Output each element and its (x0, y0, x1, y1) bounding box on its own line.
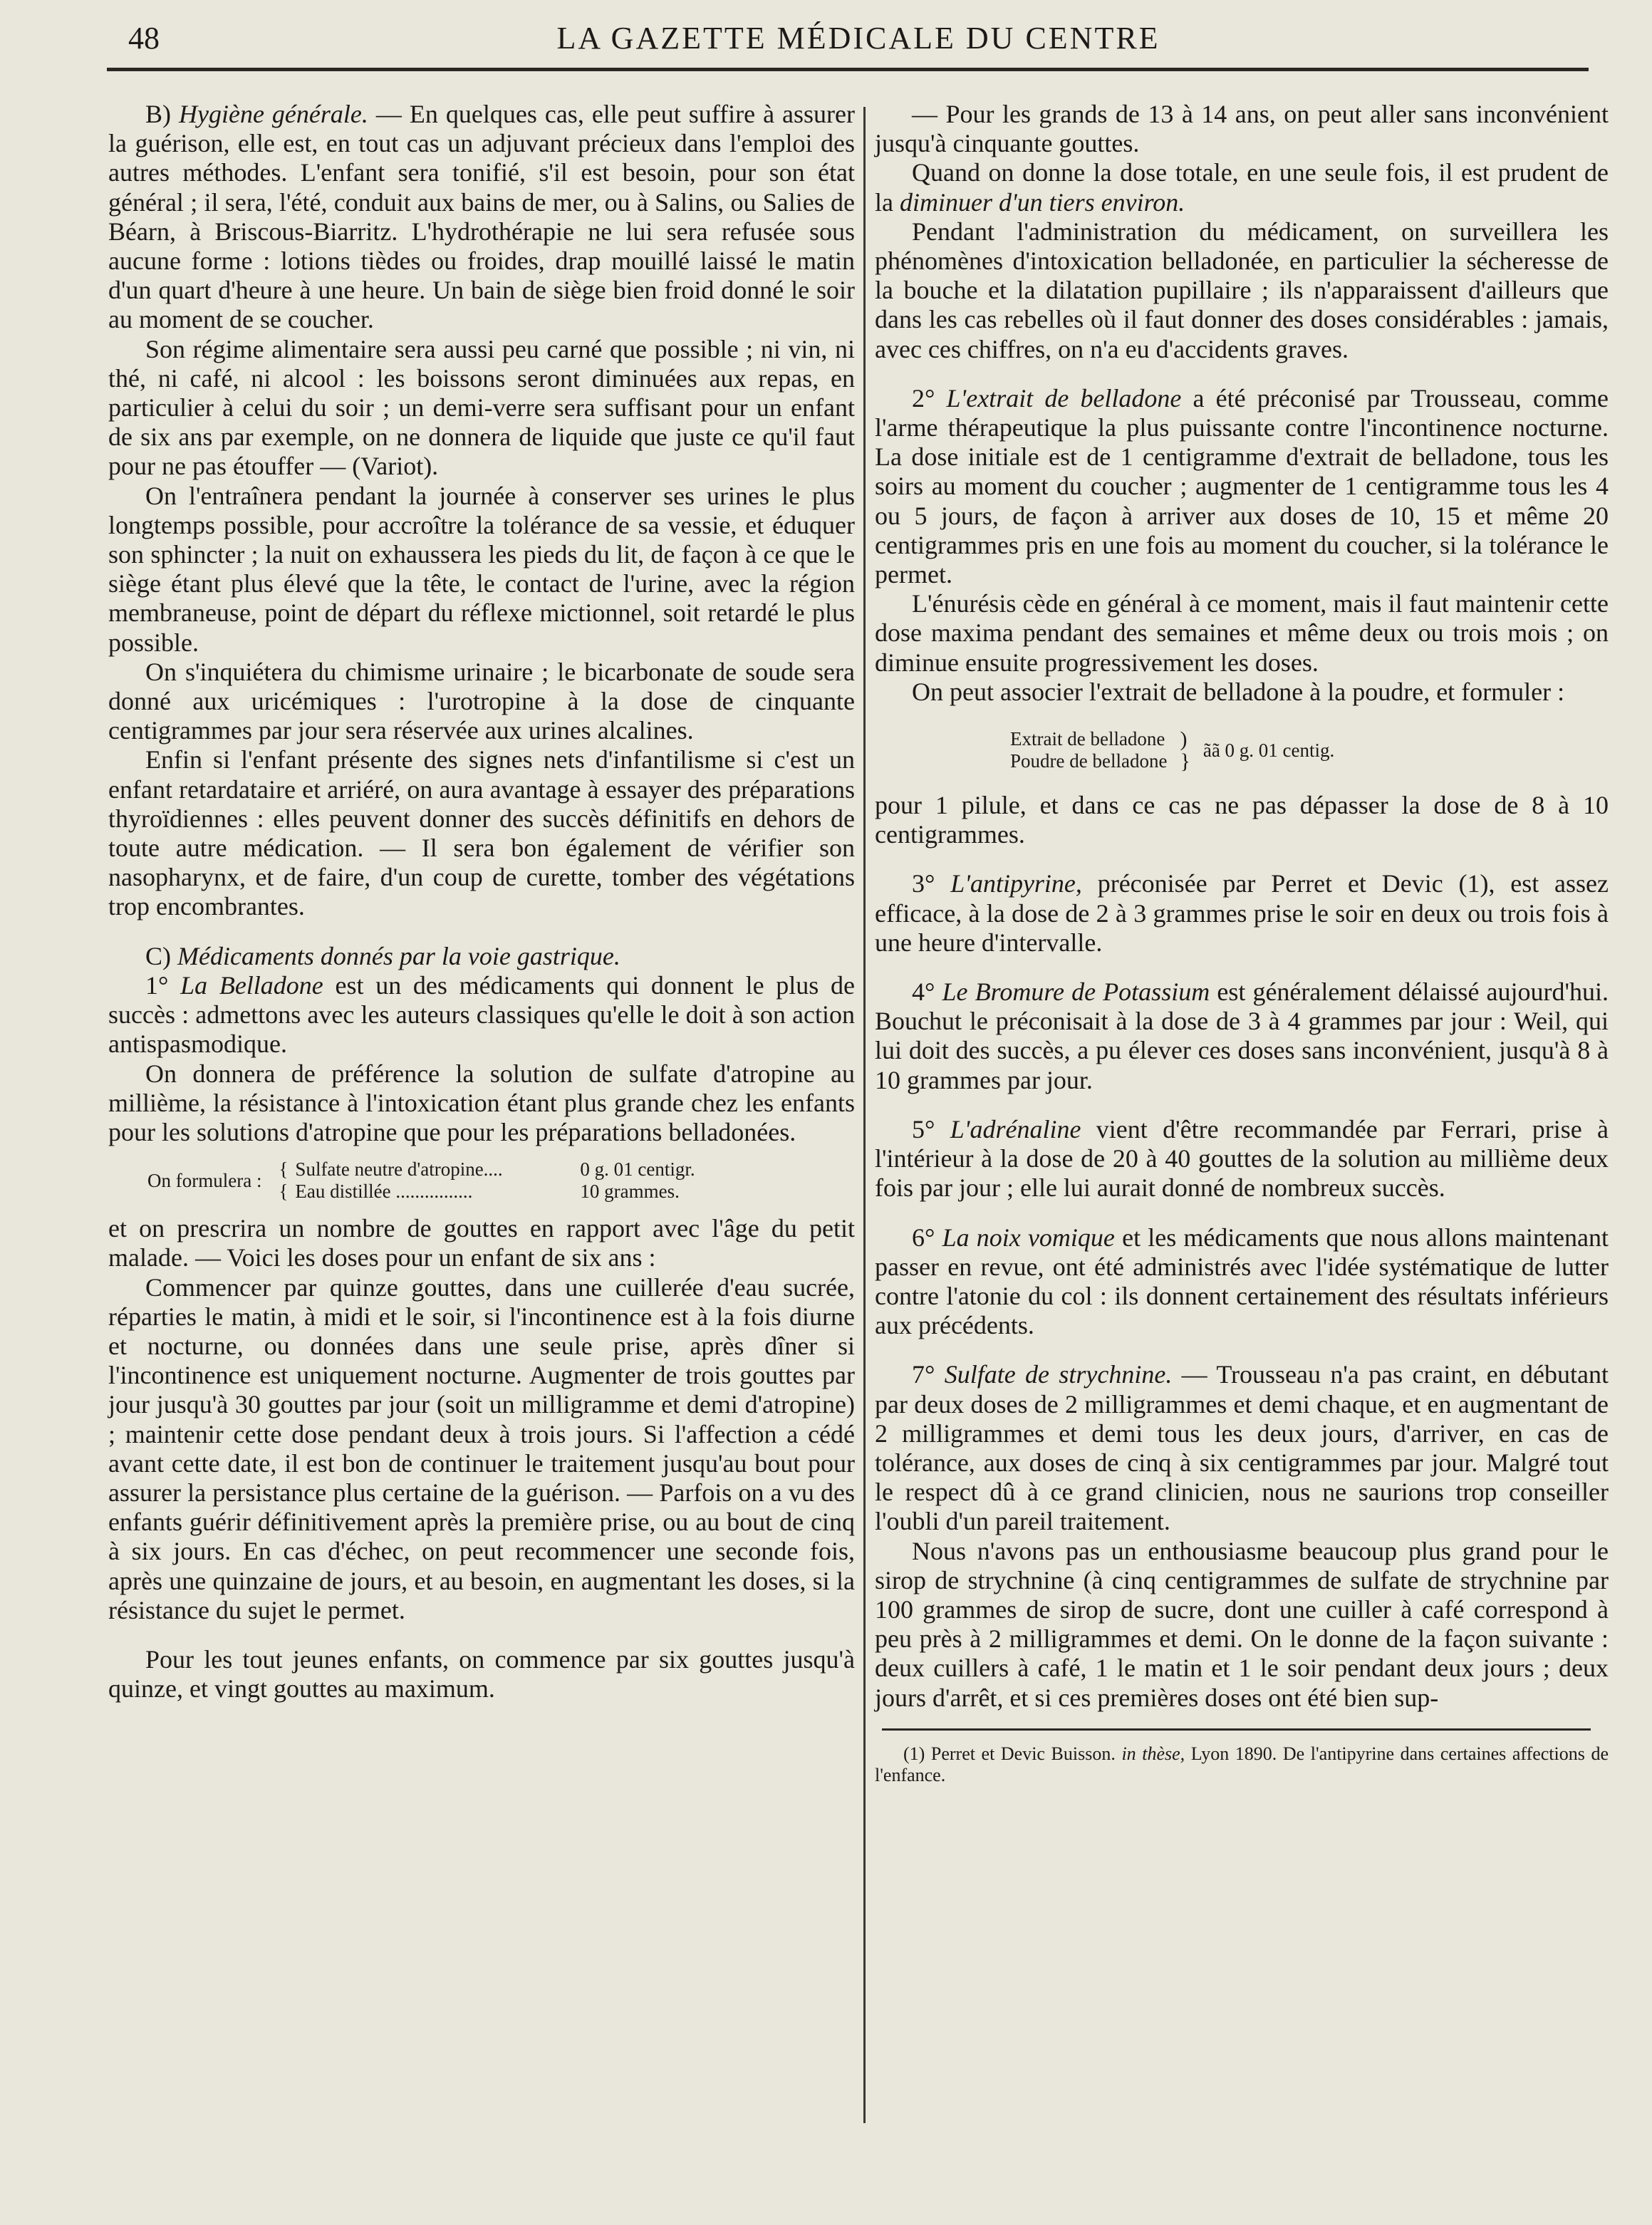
formula-substance: Eau distillée ................ (295, 1181, 473, 1203)
formula-amount: 0 g. 01 centigr. (580, 1158, 695, 1181)
item-title-strychnine: Sulfate de strychnine. (944, 1360, 1173, 1389)
paragraph-training: On l'entraînera pendant la journée à conserver ses urines le plus longtemps possible, pour accroître la tolérance de sa vessie, et éduquer son sphincter ; la nuit on exhaussera les pieds du lit, de façon à ce que le siège étant plus élevé que la tête, le contact de l'urine, avec la région membraneuse, point de départ du réflexe mictionnel, soit retardé le plus possible. (108, 481, 855, 657)
paragraph-belladone (108, 971, 855, 1059)
left-column (108, 100, 855, 1703)
formula-lines (1010, 728, 1167, 772)
item-title-extract: L'extrait de belladone (946, 383, 1182, 413)
formula-brace-top: ) (1180, 727, 1188, 752)
paragraph-dosage: Commencer par quinze gouttes, dans une cuillerée d'eau sucrée, réparties le matin, à midi et le soir, si l'incontinence est à la fois diurne et nocturne, ou données dans une seule prise, après dîner si l'incontinence est uniquement nocturne. Augmenter de trois gouttes par jour jusqu'à 30 gouttes par jour (soit un milligramme et demi d'atropine) ; maintenir cette dose pendant deux à trois jours. Si l'affection a cédé avant cette date, il est bon de continuer le traitement jusqu'au bout pour assurer la persistance plus certaine de la guérison. — Parfois on a vu des enfants guérir définitivement après la première prise, ou au bout de cinq à six jours. En cas d'échec, on peut recommencer une seconde fois, après une quinzaine de jours, et au besoin, en augmentant les doses, si la résistance du sujet le permet. (108, 1272, 855, 1624)
formula-amount: ãã 0 g. 01 centig. (1202, 739, 1335, 761)
paragraph-monitoring: Pendant l'administration du médicament, on surveillera les phénomènes d'intoxication belladonée, en particulier la sécheresse de la bouche et la dilatation pupillaire ; ils n'apparaissent d'ailleurs que dans les cas rebelles où il faut donner des doses considérables : jamais, avec ces chiffres, on n'a eu d'accidents graves. (875, 217, 1609, 363)
formula-substance: Sulfate neutre d'atropine.... (295, 1158, 503, 1181)
section-title-gastric: Médicaments donnés par la voie gastrique. (177, 941, 620, 970)
emphasis-text: diminuer d'un tiers environ. (899, 187, 1185, 217)
page-header (128, 13, 1589, 63)
paragraph-pill: pour 1 pilule, et dans ce cas ne pas dépasser la dose de 8 à 10 centigrammes. (875, 791, 1609, 849)
paragraph-text: — Trousseau n'a pas craint, en débutant par deux doses de 2 milligrammes et demi chaque, et en augmentant de 2 milligrammes et demi tous les deux jours, d'arriver, en cas de tolérance, aux doses de cinq à six centigrammes par jour. Malgré tout le respect dû à ce grand clinicien, nous ne saurions trop conseiller l'oubli d'un pareil traitement. (875, 1360, 1609, 1536)
footnote-emphasis: in thèse, (1121, 1743, 1185, 1764)
paragraph-chemistry: On s'inquiétera du chimisme urinaire ; le bicarbonate de soude sera donné aux uricémiques : l'urotropine à la dose de cinquante centigrammes par jour sera réservée aux urines alcalines. (108, 657, 855, 745)
section-title-hygiene: Hygiène générale. (179, 100, 368, 128)
footnote-text: Lyon 1890. De l'antipyrine dans certaines affections de l'enfance. (875, 1743, 1609, 1785)
footnote-rule (882, 1728, 1591, 1731)
formula-intro: On formulera : (147, 1169, 262, 1191)
column-divider (863, 107, 866, 2123)
formula-substance: Poudre de belladone (1010, 750, 1168, 772)
header-rule (107, 68, 1589, 71)
paragraph-older-children: — Pour les grands de 13 à 14 ans, on peut aller sans inconvénient jusqu'à cinquante gouttes. (875, 100, 1609, 158)
paragraph-text: et les médicaments que nous allons maintenant passer en revue, ont été administrés avec l'idée systématique de lutter contre l'atonie du col : ils donnent certainement des résultats inférieurs aux précédents. (875, 1223, 1609, 1340)
footnote (875, 1743, 1609, 1786)
formula-line (271, 1158, 695, 1181)
formula-amount: 10 grammes. (580, 1181, 680, 1203)
paragraph-adrenaline (875, 1115, 1609, 1203)
journal-title: LA GAZETTE MÉDICALE DU CENTRE (556, 21, 1160, 56)
paragraph-young-children: Pour les tout jeunes enfants, on commence par six gouttes jusqu'à quinze, et vingt gouttes au maximum. (108, 1644, 855, 1703)
paragraph-text: Quand on donne la dose totale, en une seule fois, il est prudent de la (875, 158, 1609, 217)
prescription-formula-atropine (108, 1158, 855, 1203)
paragraph-strychnine (875, 1360, 1609, 1536)
paragraph-text: — En quelques cas, elle peut suffire à assurer la guérison, elle est, en tout cas un adjuvant précieux dans l'emploi des autres méthodes. L'enfant sera tonifié, s'il est besoin, pour son état général ; il sera, l'été, conduit aux bains de mer, ou à Salins, ou Salies de Béarn, à Briscous-Biarritz. L'hydrothérapie ne lui sera refusée sous aucune forme : lotions tièdes ou froides, drap mouillé laissé le matin d'un quart d'heure à une heure. Un bain de siège bien froid donné le soir au moment de se coucher. (108, 100, 855, 334)
formula-brace-bottom: } (1180, 750, 1190, 774)
paragraph-sirop: Nous n'avons pas un enthousiasme beaucoup plus grand pour le sirop de strychnine (à cinq centigrammes de sulfate de strychnine par 100 grammes de sirop de sucre, dont une cuiller à café correspond à peu près à 2 milligrammes et demi. On le donne de la façon suivante : deux cuillers à café, 1 le matin et 1 le soir pendant deux jours ; deux jours d'arrêt, et si ces premières doses ont été bien sup- (875, 1536, 1609, 1712)
formula-substance: Extrait de belladone (1010, 728, 1165, 750)
formula-line (271, 1181, 695, 1203)
paragraph-associate: On peut associer l'extrait de belladone à la poudre, et formuler : (912, 677, 1565, 706)
paragraph-total-dose (875, 158, 1609, 217)
prescription-formula-belladone (875, 728, 1609, 772)
item-number: 7° (912, 1360, 935, 1389)
item-title-bromure: Le Bromure de Potassium (942, 977, 1210, 1007)
paragraph-noix-vomique (875, 1223, 1609, 1341)
item-number: 5° (912, 1114, 935, 1143)
section-heading-c (108, 942, 855, 971)
item-number: 6° (912, 1223, 935, 1252)
right-column (875, 100, 1609, 1786)
item-title-noix-vomique: La noix vomique (942, 1223, 1115, 1252)
paragraph-text: a été préconisé par Trousseau, comme l'arme thérapeutique la plus puissante contre l'incontinence nocturne. La dose initiale est de 1 centigramme d'extrait de belladone, tous les soirs au moment du coucher ; augmenter de 1 centigramme tous les 4 ou 5 jours, de façon à arriver aux doses de 10, 15 et même 20 centigrammes pris en une fois au moment du coucher, si la tolérance le permet. (875, 383, 1609, 589)
paragraph-infantilism: Enfin si l'enfant présente des signes nets d'infantilisme si c'est un enfant retardataire et arriéré, on aura avantage à essayer des préparations thyroïdiennes : elles peuvent donner des succès définitifs en dehors de toute autre médication. — Il sera bon également de vérifier son nasopharynx, et de faire, d'un coup de curette, tomber des végétations trop encombrantes. (108, 745, 855, 921)
paragraph-enuresis: L'énurésis cède en général à ce moment, mais il faut maintenir cette dose maxima pendant des semaines et même deux ou trois mois ; on diminue ensuite progressivement les doses. (875, 589, 1609, 677)
item-number: 1° (145, 970, 169, 1000)
paragraph-text: est un des médicaments qui donnent le plus de succès : admettons avec les auteurs classiques qu'elle le doit à son action antispasmodique. (108, 970, 855, 1059)
formula-brace: { (279, 1181, 289, 1203)
item-title-belladone: La Belladone (180, 970, 323, 1000)
paragraph-antipyrine (875, 869, 1609, 958)
section-label-b: B) (145, 100, 171, 128)
paragraph-text: est généralement délaissé aujourd'hui. Bouchut le préconisait à la dose de 3 à 4 grammes par jour : Weil, qui lui doit des succès, a pu élever ces doses sans inconvénient, jusqu'à 8 à 10 grammes par jour. (875, 977, 1609, 1094)
formula-brace: { (279, 1158, 289, 1181)
paragraph-regime: Son régime alimentaire sera aussi peu carné que possible ; ni vin, ni thé, ni café, ni alcool : les boissons seront diminuées aux repas, en particulier à celui du soir ; un demi-verre sera suffisant pour un enfant de six ans par exemple, on ne donnera de liquide que juste ce qu'il faut pour ne pas étouffer — (Variot). (108, 334, 855, 481)
formula-lines (271, 1158, 695, 1203)
paragraph-drops: et on prescrira un nombre de gouttes en rapport avec l'âge du petit malade. — Voici les doses pour un enfant de six ans : (108, 1214, 855, 1272)
paragraph-text: préconisée par Perret et Devic (1), est assez efficace, à la dose de 2 à 3 grammes prise le soir en deux ou trois fois à une heure d'intervalle. (875, 869, 1609, 957)
item-title-antipyrine: L'antipyrine, (950, 869, 1082, 898)
paragraph-extract (875, 384, 1609, 589)
paragraph-hygiene (108, 100, 855, 335)
footnote-text: (1) Perret et Devic Buisson. (903, 1743, 1122, 1764)
item-title-adrenaline: L'adrénaline (950, 1114, 1081, 1143)
page-number: 48 (128, 21, 160, 56)
paragraph-bromure (875, 977, 1609, 1095)
item-number: 3° (912, 869, 935, 898)
item-number: 2° (912, 383, 935, 413)
section-label-c: C) (145, 941, 171, 970)
paragraph-text: vient d'être recommandée par Ferrari, prise à l'intérieur à la dose de 20 à 40 gouttes de la solution au millième deux fois par jour ; elle lui aurait donné de nombreux succès. (875, 1114, 1609, 1203)
paragraph-atropine: On donnera de préférence la solution de sulfate d'atropine au millième, la résistance à l'intoxication étant plus grande chez les enfants pour les solutions d'atropine que pour les préparations belladonées. (108, 1059, 855, 1146)
formula-brace (1180, 728, 1190, 772)
item-number: 4° (912, 977, 935, 1007)
